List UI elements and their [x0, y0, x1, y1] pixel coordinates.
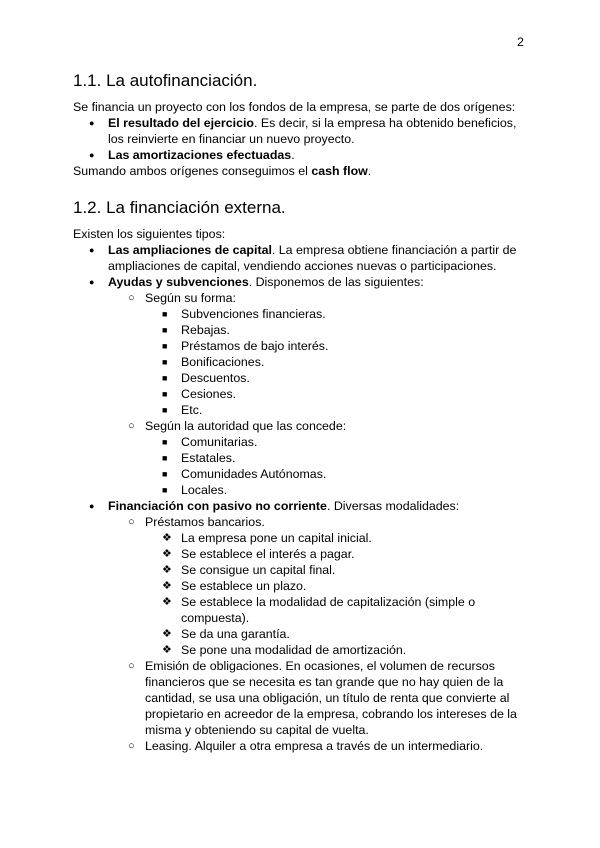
- list-item: ■ Descuentos.: [73, 370, 533, 386]
- sublist: [145, 434, 533, 498]
- list-item: ■ Bonificaciones.: [73, 354, 533, 370]
- list-item: [73, 514, 533, 658]
- list-item: [73, 498, 533, 754]
- bold-term: Las ampliaciones de capital: [108, 243, 272, 257]
- sublist: [108, 514, 533, 754]
- list-item: ❖ Se consigue un capital final.: [73, 562, 533, 578]
- list-item: ■ Etc.: [73, 402, 533, 418]
- list-item: [73, 274, 533, 498]
- sublist: [145, 306, 533, 418]
- list-item: ■ Comunidades Autónomas.: [73, 466, 533, 482]
- section1-summary: [73, 163, 533, 179]
- list-item: [73, 242, 533, 274]
- bold-term: Financiación con pasivo no corriente: [108, 499, 327, 513]
- list-item: ■ Estatales.: [73, 450, 533, 466]
- item-text: . Disponemos de las siguientes:: [248, 275, 424, 289]
- list-item: ■ Locales.: [73, 482, 533, 498]
- list-item: ❖ Se establece el interés a pagar.: [73, 546, 533, 562]
- section1-list: [73, 115, 533, 163]
- list-item: ❖ La empresa pone un capital inicial.: [73, 530, 533, 546]
- list-item: ■ Subvenciones financieras.: [73, 306, 533, 322]
- list-item: [73, 147, 533, 163]
- list-item: ■ Préstamos de bajo interés.: [73, 338, 533, 354]
- item-text: . Es decir, si la empresa ha obtenido beneficios, los reinvierte en financiar un nuevo proyecto.: [108, 116, 517, 146]
- section1-intro: Se financia un proyecto con los fondos de la empresa, se parte de dos orígenes:: [73, 100, 516, 114]
- sublist: [108, 290, 533, 498]
- section-heading-autofinanciacion: 1.1. La autofinanciación.: [73, 71, 258, 90]
- summary-text: .: [367, 164, 372, 178]
- list-item: ■ Rebajas.: [73, 322, 533, 338]
- bold-term: cash flow: [311, 164, 368, 178]
- sublist: [145, 530, 533, 658]
- item-text: Según su forma:: [145, 291, 236, 305]
- bold-term: Ayudas y subvenciones: [108, 275, 249, 289]
- section2-list: [73, 242, 533, 754]
- item-text: .: [291, 148, 295, 162]
- list-item: ○ Emisión de obligaciones. En ocasiones, el volumen de recursos financieros que se necesita es tan grande que no hay quien de la cantidad, se usa una obligación, un título de renta que convierte al propietario en acreedor de la empresa, cobrando los intereses de la misma y obteniendo su capital de vuelta.: [73, 658, 533, 738]
- list-item: ❖ Se establece un plazo.: [73, 578, 533, 594]
- list-item: ○ Leasing. Alquiler a otra empresa a través de un intermediario.: [73, 738, 533, 754]
- list-item: ❖ Se establece la modalidad de capitalización (simple o compuesta).: [73, 594, 533, 626]
- section-heading-financiacion-externa: 1.2. La financiación externa.: [73, 198, 286, 217]
- page-number: 2: [517, 35, 524, 49]
- list-item: ■ Cesiones.: [73, 386, 533, 402]
- summary-text: Sumando ambos orígenes conseguimos el: [73, 164, 312, 178]
- bold-term: Las amortizaciones efectuadas: [108, 148, 292, 162]
- list-item: ■ Comunitarias.: [73, 434, 533, 450]
- list-item: [73, 115, 533, 147]
- item-text: . Diversas modalidades:: [326, 499, 460, 513]
- bold-term: El resultado del ejercicio: [108, 116, 254, 130]
- document-body: [73, 68, 533, 754]
- list-item: ❖ Se da una garantía.: [73, 626, 533, 642]
- list-item: [73, 290, 533, 418]
- section2-intro: Existen los siguientes tipos:: [73, 227, 226, 241]
- item-text: Préstamos bancarios.: [145, 515, 265, 529]
- list-item: ❖ Se pone una modalidad de amortización.: [73, 642, 533, 658]
- list-item: [73, 418, 533, 498]
- item-text: . La empresa obtiene financiación a partir de ampliaciones de capital, vendiendo acciones nuevas o participaciones.: [108, 243, 517, 273]
- item-text: Según la autoridad que las concede:: [145, 419, 347, 433]
